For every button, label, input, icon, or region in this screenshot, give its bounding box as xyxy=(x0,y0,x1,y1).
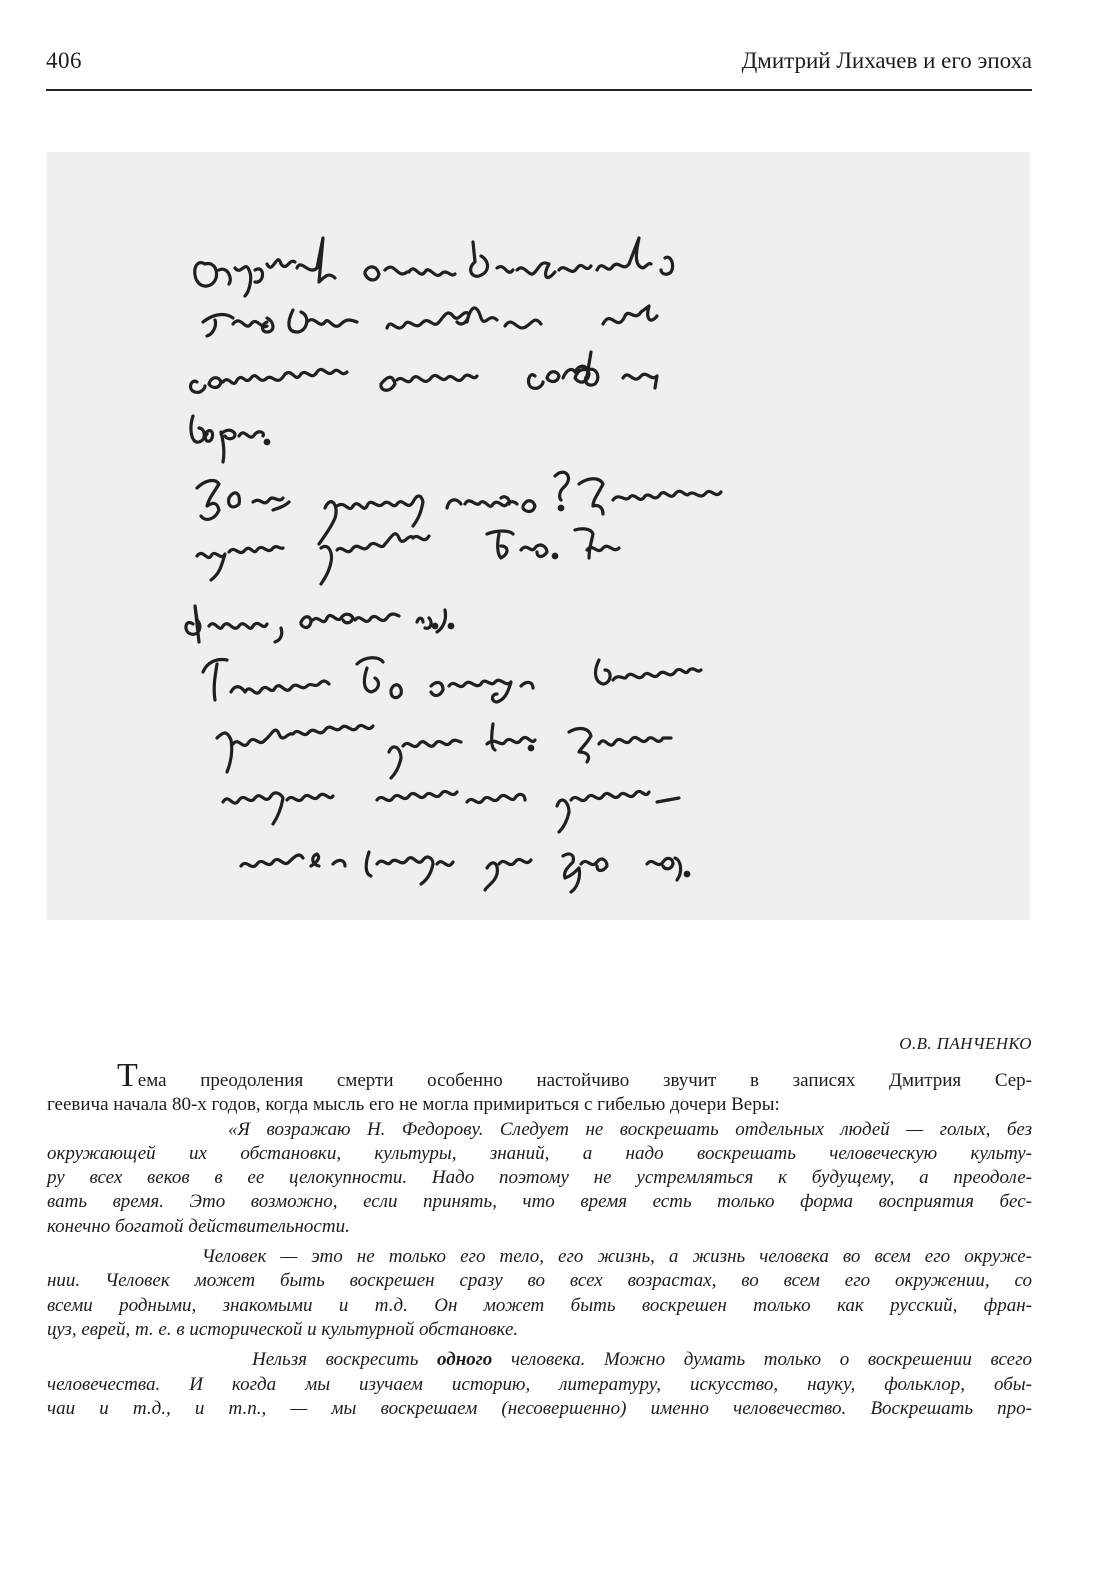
intro-line: геевича начала 80-х годов, когда мысль его не могла примириться с гибелью дочери Веры: xyxy=(47,1094,780,1116)
header-rule xyxy=(46,89,1032,91)
article-body xyxy=(47,1057,1033,1421)
emphasized-word: одного xyxy=(437,1349,493,1371)
quote-paragraph-1: «Я возражаю Н. Федорову. Следует не воскрешать отдельных людей — голых, без окружающей их обстановки, культуры, знаний, а надо воскрешать человеческую культу- ру всех веков в ее целокупности. Надо поэтому не устремляться к будущему, а преодоле- вать время. Это возможно, если принять, что время есть только форма восприятия бес- конечно богатой действительности. xyxy=(47,1118,1032,1237)
article-author: О.В. ПАНЧЕНКО xyxy=(899,1034,1032,1053)
quote3-lead: Нельзя воскресить xyxy=(252,1349,419,1371)
handwritten-manuscript-image xyxy=(47,152,1030,920)
running-title: Дмитрий Лихачев и его эпоха xyxy=(741,48,1032,73)
quote-paragraph-2: Человек — это не только его тело, его жизнь, а жизнь человека во всем его окруже- нии. Человек может быть воскрешен сразу во всех возрастах, во всем его окружении, со всеми родными, знакомыми и т.д. Он может быть воскрешен только как русский, фран- цуз, еврей, т. е. в исторической и культурной обстановке. xyxy=(47,1246,1032,1340)
page-header xyxy=(46,48,1032,88)
quote-paragraph-3: Нельзя воскресить одного человека. Можно думать только о воскрешении всего человечества. И когда мы изучаем историю, литературу, искусство, науку, фольклор, обы- чаи и т.д., и т.п., — мы воскрешаем (несовершенно) именно человечество. Воскрешать про- xyxy=(47,1349,1033,1419)
handwriting-illustration xyxy=(47,152,1030,920)
drop-cap: Т xyxy=(117,1057,138,1094)
intro-line: Тема преодоления смерти особенно настойчиво звучит в записях Дмитрия Сер- xyxy=(117,1057,1032,1094)
page-number: 406 xyxy=(46,48,82,73)
intro-paragraph xyxy=(47,1057,1032,1118)
